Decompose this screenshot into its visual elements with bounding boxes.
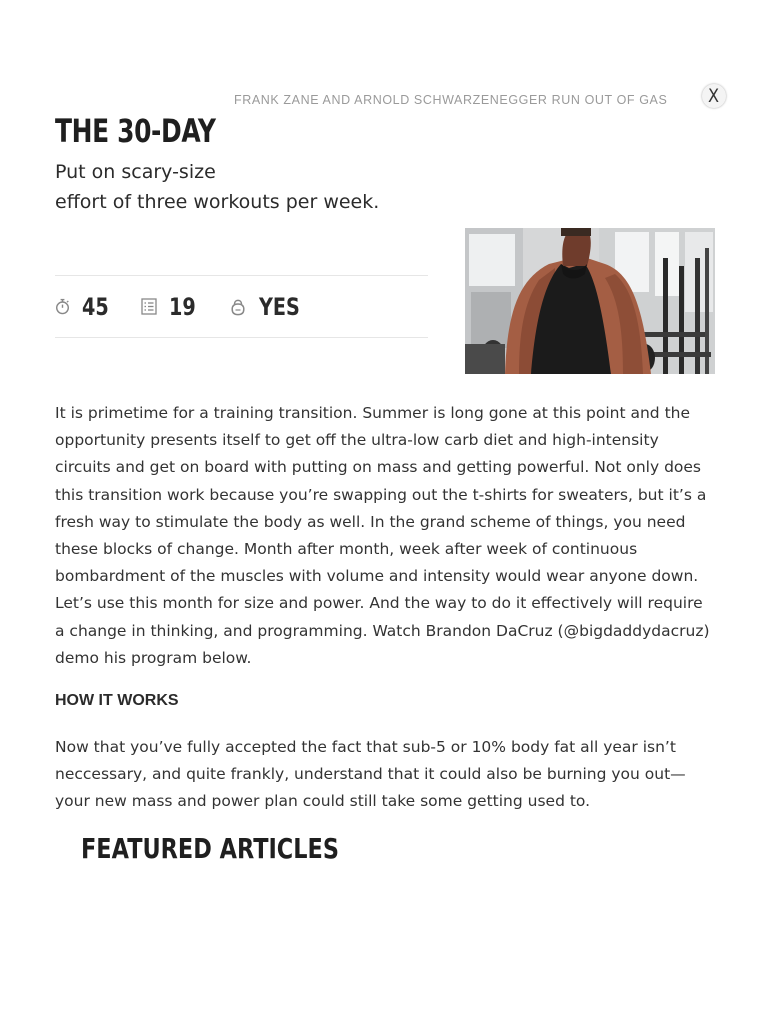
kettlebell-icon (229, 297, 247, 316)
article-paragraph-1: It is primetime for a training transition. Summer is long gone at this point and the opportunity presents itself to get off the ultra-low carb diet and high-intensity circuits and get on board with putting on mass and getting powerful. Not only does this transition work because you’re swapping out the t-shirts for sweaters, but it’s a fresh way to stimulate the body as well. In the grand scheme of things, you need these blocks of change. Month after month, week after week of continuous bombardment of the muscles with volume and intensity would wear anyone down. Let’s use this month for size and power. And the way to do it effectively will require a change in thinking, and programming. Watch Brandon DaCruz (@bigdaddydacruz) demo his program below. (55, 404, 710, 667)
article-subtitle-line-2: effort of three workouts per week. (55, 191, 380, 213)
close-icon: X (708, 84, 720, 107)
popup-caption: FRANK ZANE AND ARNOLD SCHWARZENEGGER RUN OUT OF GAS (234, 93, 668, 107)
stat-duration-value: 45 (82, 292, 109, 321)
hero-image (465, 228, 715, 374)
featured-articles-heading: FEATURED ARTICLES (81, 832, 339, 865)
checklist-icon (141, 298, 157, 315)
article-paragraph-2: Now that you’ve fully accepted the fact that sub-5 or 10% body fat all year isn’t neccessary, and quite frankly, understand that it could also be burning you out—your new mass and power plan could still take some getting used to. (55, 738, 686, 811)
workout-stats (55, 275, 428, 338)
stat-duration (55, 293, 115, 321)
stat-exercises (141, 293, 202, 321)
how-it-works-heading: HOW IT WORKS (55, 692, 179, 709)
stat-equipment (229, 293, 310, 321)
close-button[interactable] (702, 84, 726, 108)
article-title: THE 30-DAY (55, 112, 216, 150)
stopwatch-icon (55, 298, 70, 315)
stat-equipment-value: YES (258, 292, 300, 321)
stat-exercises-value: 19 (169, 292, 197, 321)
article-subtitle-line-1: Put on scary-size (55, 161, 216, 183)
